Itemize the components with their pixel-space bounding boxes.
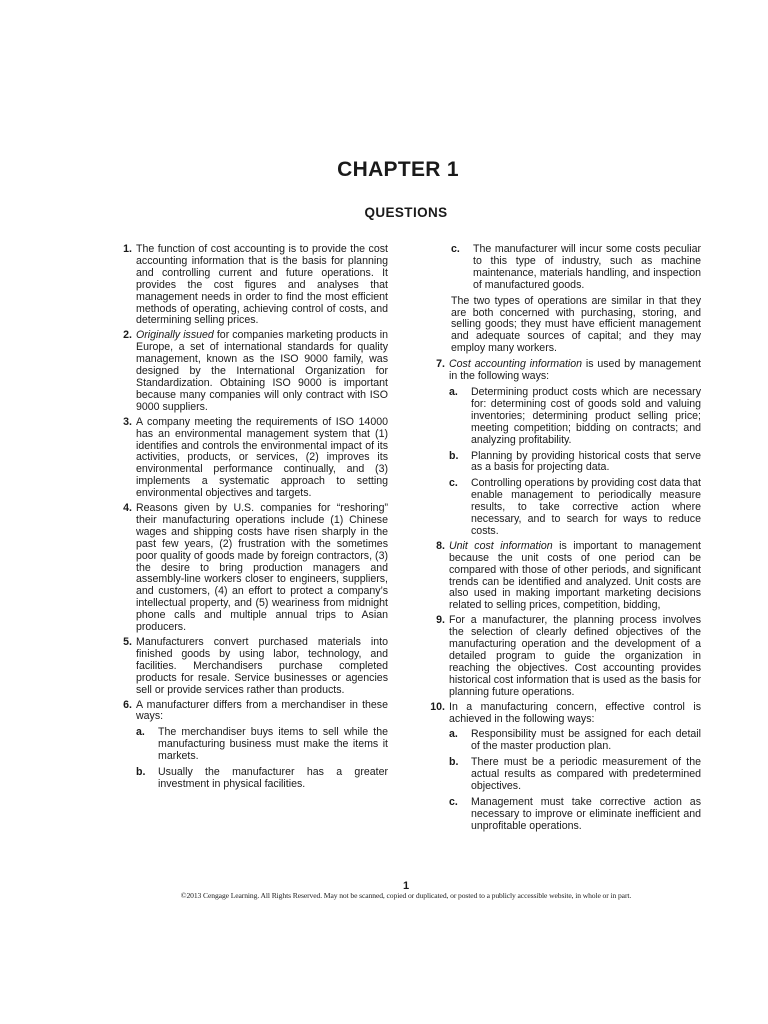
question-text: A company meeting the requirements of ISO 14000 has an environmental management system that (1) identifies and controls the environmental impact of its activities, products, or services, (2) improves its environmental performance continually, and (3) implements a systematic approach to setting environmental objectives and targets. [136, 415, 388, 500]
sub-item-letter: b. [136, 766, 146, 779]
page-number: 1 [402, 880, 410, 892]
sub-item-letter: c. [449, 477, 458, 490]
question-text: is important to management because the unit costs of one period can be compared with those of other periods, and significant trends can be identified and analyzed. Unit costs are also used in making important marketing decisions related to selling prices, competition, bidding, [449, 539, 701, 612]
sub-item-text: Responsibility must be assigned for each detail of the master production plan. [471, 728, 701, 753]
question-3 [112, 417, 388, 500]
question-text: Reasons given by U.S. companies for “reshoring” their manufacturing operations include (1) Chinese wages and shipping costs have risen sharply in the past few years, (2) frustration with the sometimes poor quality of goods made by foreign contractors, (3) the desire to bring production managers and assembly-line workers closer to engineers, suppliers, and customers, (4) an effort to protect a company’s intellectual property, and (5) weariness from midnight phone calls and multiple annual trips to Asian producers. [136, 502, 388, 634]
question-text: is used by management in the following ways: [449, 358, 701, 383]
question-5 [112, 637, 388, 697]
sub-item-text: The manufacturer will incur some costs peculiar to this type of industry, such as machine maintenance, materials handling, and inspection of manufactured goods. [473, 243, 701, 291]
sub-item-letter: c. [449, 795, 458, 808]
sub-item-c [449, 797, 701, 833]
question-7 [425, 359, 701, 538]
question-number: 8. [436, 539, 445, 552]
sub-item-letter: b. [449, 756, 459, 769]
question-number: 4. [123, 502, 132, 515]
question-number: 1. [123, 243, 132, 255]
question-text: The function of cost accounting is to provide the cost accounting information that is the basis for planning and controlling current and future operations. It provides the cost figures and analyses that management needs in order to find the most efficient methods of operating, achieving control of costs, and determining selling prices. [136, 243, 388, 327]
question-6 [112, 700, 388, 791]
question-number: 3. [123, 415, 132, 428]
question-number: 2. [123, 329, 132, 342]
sub-item-b [449, 757, 701, 793]
question-number: 5. [123, 636, 132, 648]
sub-item-letter: b. [449, 449, 459, 462]
sub-item-b [449, 451, 701, 475]
sub-item-c [449, 478, 701, 538]
question-number: 10. [430, 700, 445, 713]
question-lead-term: Unit cost information [449, 539, 553, 552]
question-9 [425, 615, 701, 698]
sub-item-c [451, 244, 701, 292]
section-title: QUESTIONS [364, 205, 448, 220]
question-text: for companies marketing products in Europe, a set of international standards for quality management, known as the ISO 9000 family, was designed by the International Organization for Standardization. Obtaining ISO 9000 is important because many companies will only contract with ISO 9000 suppliers. [136, 329, 388, 413]
question-text: Manufacturers convert purchased materials into finished goods by using labor, technology, and facilities. Merchandisers purchase completed products for resale. Service businesses or agencies sell or provide services rather than products. [136, 636, 388, 696]
question-4 [112, 503, 388, 634]
right-column [425, 244, 701, 836]
left-column [112, 244, 388, 794]
sub-item-a [449, 387, 701, 447]
sub-item-letter: a. [136, 726, 145, 739]
question-number: 9. [436, 614, 445, 627]
continuation-paragraph: The two types of operations are similar in that they are both concerned with purchasing, storing, and selling goods; they must have efficient management and adequate sources of capital; and they may employ many workers. [451, 294, 701, 355]
sub-item-text: Controlling operations by providing cost data that enable management to periodically measure results, to take corrective action where necessary, and to search for ways to reduce costs. [471, 477, 701, 537]
sub-item-a [449, 729, 701, 753]
sub-item-text: Management must take corrective action as necessary to improve or eliminate inefficient and unprofitable operations. [471, 795, 701, 832]
question-lead-term: Originally issued [136, 329, 214, 342]
sub-item-b [136, 767, 388, 791]
question-2 [112, 330, 388, 413]
sub-item-text: Usually the manufacturer has a greater investment in physical facilities. [158, 766, 388, 790]
sub-item-text: Planning by providing historical costs that serve as a basis for projecting data. [471, 449, 701, 474]
question-number: 7. [436, 358, 445, 371]
sub-item-letter: a. [449, 728, 458, 741]
sub-item-a [136, 727, 388, 763]
question-text: In a manufacturing concern, effective control is achieved in the following ways: [449, 700, 701, 725]
question-text: A manufacturer differs from a merchandiser in these ways: [136, 698, 388, 723]
chapter-title: CHAPTER 1 [337, 158, 459, 181]
question-8 [425, 541, 701, 612]
sub-item-letter: a. [449, 385, 458, 398]
sub-item-text: There must be a periodic measurement of the actual results as compared with predetermined objectives. [471, 756, 701, 793]
question-lead-term: Cost accounting information [449, 358, 583, 371]
question-10 [425, 702, 701, 833]
sub-item-text: Determining product costs which are necessary for: determining cost of goods sold and valuing inventories; determining product selling price; meeting competition; bidding on contracts; and analyzing profitability. [471, 385, 701, 446]
sub-item-text: The merchandiser buys items to sell while the manufacturing business must make the items it markets. [158, 726, 388, 763]
question-text: For a manufacturer, the planning process involves the selection of clearly defined objectives of the manufacturing operation and the development of a detailed program to guide the organization in reaching the objectives. Cost accounting provides historical cost information that is used as the basis for planning future operations. [449, 614, 701, 698]
sub-item-letter: c. [451, 243, 460, 255]
question-number: 6. [123, 698, 132, 711]
copyright-footer: ©2013 Cengage Learning. All Rights Reserved. May not be scanned, copied or duplicated, or posted to a publicly accessible website, in whole or in part. [180, 891, 632, 900]
question-1 [112, 244, 388, 327]
